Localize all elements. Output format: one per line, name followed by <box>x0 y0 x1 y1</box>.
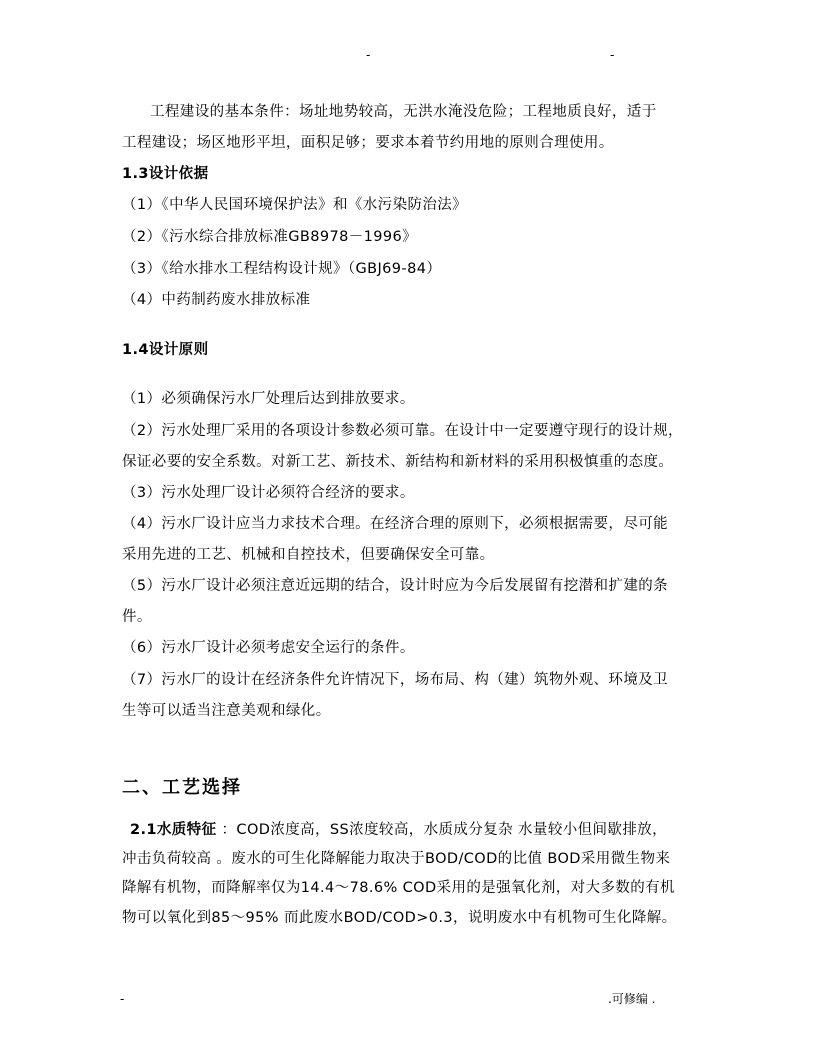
intro-line-2: 工程建设；场区地形平坦，面积足够；要求本着节约用地的原则合理使用。 <box>122 135 614 151</box>
intro-line-1: 工程建设的基本条件：场址地势较高，无洪水淹没危险；工程地质良好，适于 <box>150 104 657 120</box>
water-quality-line-1-text: ：COD浓度高，SS浓度较高，水质成分复杂 水量较小但间歇排放， <box>221 822 668 838</box>
principle-2-line-1: （2）污水处理厂采用的各项设计参数必须可靠。在设计中一定要遵守现行的设计规， <box>122 423 683 439</box>
principle-6: （6）污水厂设计必须考虑安全运行的条件。 <box>122 640 415 656</box>
basis-item-4: （4）中药制药废水排放标准 <box>122 292 311 308</box>
principle-1: （1）必须确保污水厂处理后达到排放要求。 <box>122 391 415 407</box>
header-mark-left: - <box>366 48 371 62</box>
principle-3: （3）污水处理厂设计必须符合经济的要求。 <box>122 485 415 501</box>
header-mark-right: - <box>610 48 615 62</box>
heading-1-3: 1.3设计依据 <box>122 166 209 182</box>
heading-1-4: 1.4设计原则 <box>122 342 209 358</box>
principle-5-line-2: 件。 <box>122 609 152 625</box>
principle-7-line-1: （7）污水厂的设计在经济条件允许情况下，场布局、构（建）筑物外观、环境及卫 <box>122 672 669 688</box>
basis-item-3: （3）《给水排水工程结构设计规》（GBJ69-84） <box>122 261 442 277</box>
water-quality-line-1 <box>130 820 710 840</box>
principle-4-line-2: 采用先进的工艺、机械和自控技术，但要确保安全可靠。 <box>122 547 495 563</box>
footer-editable-note: .可修编 . <box>608 992 656 1006</box>
section-2-title: 二、工艺选择 <box>122 777 242 798</box>
basis-item-1: （1）《中华人民国环境保护法》和《水污染防治法》 <box>122 197 468 213</box>
water-quality-line-4: 物可以氧化到85～95% 而此废水BOD/COD>0.3，说明废水中有机物可生化降解。 <box>122 910 677 926</box>
principle-2-line-2: 保证必要的安全系数。对新工艺、新技术、新结构和新材料的采用积极慎重的态度。 <box>122 454 674 470</box>
principle-7-line-2: 生等可以适当注意美观和绿化。 <box>122 703 331 719</box>
principle-4-line-1: （4）污水厂设计应当力求技术合理。在经济合理的原则下，必须根据需要，尽可能 <box>122 516 669 532</box>
water-quality-line-3: 降解有机物，而降解率仅为14.4～78.6% COD采用的是强氧化剂，对大多数的有机 <box>122 880 675 896</box>
water-quality-label: 2.1水质特征 <box>130 822 217 838</box>
principle-5-line-1: （5）污水厂设计必须注意近远期的结合，设计时应为今后发展留有挖潜和扩建的条 <box>122 578 669 594</box>
basis-item-2: （2）《污水综合排放标准GB8978－1996》 <box>122 229 418 245</box>
water-quality-line-2: 冲击负荷较高 。废水的可生化降解能力取决于BOD/COD的比值 BOD采用微生物来 <box>122 851 671 867</box>
footer-mark-left: - <box>120 992 125 1006</box>
